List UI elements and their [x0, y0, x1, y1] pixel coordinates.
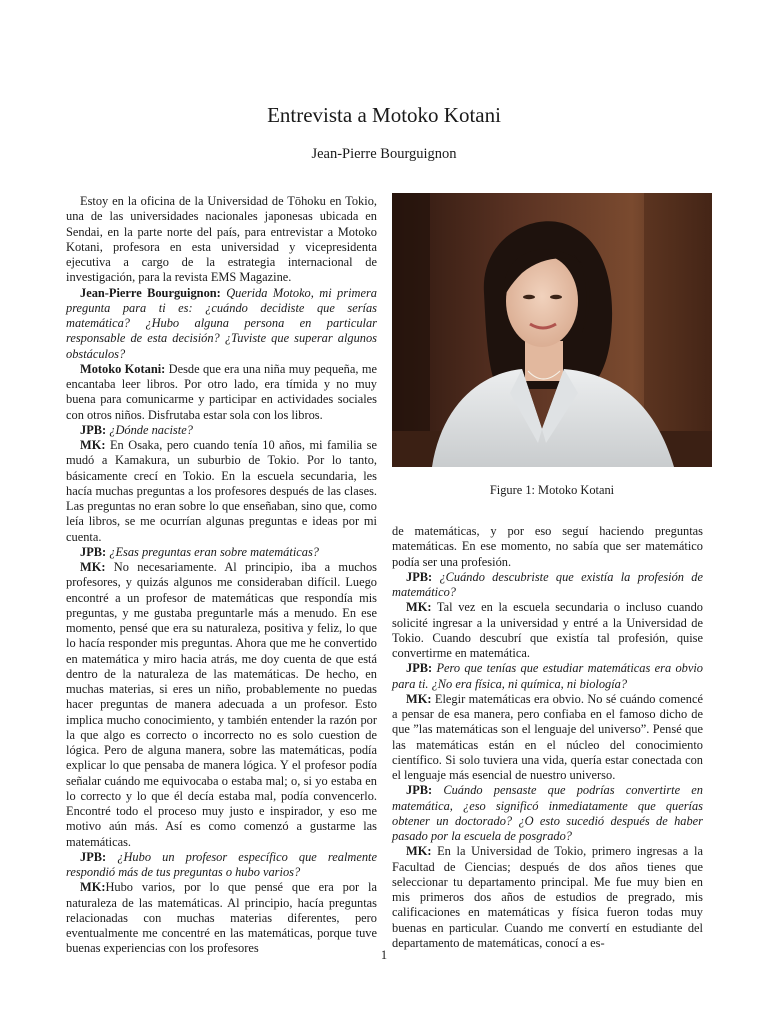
question-text: ¿Cuándo descubriste que existía la profesión de matemático?: [392, 569, 703, 599]
speaker-label: JPB:: [406, 783, 433, 798]
speaker-label: MK:: [80, 560, 106, 574]
question-text: Querida Motoko, mi primera pregunta para ti es: ¿cuándo decidiste que serías matemática? ¿Hubo alguna persona en particular responsable de esta decisión? ¿Tuviste que superar algunos obstáculos?: [66, 285, 377, 361]
speaker-label: MK:: [80, 880, 106, 895]
question-text: Cuándo pensaste que podrías convertirte en matemática, ¿eso significó inmediatamente que querías obtener un doctorado? ¿O esto sucedió después de haber pasado por la escuela de posgrado?: [392, 783, 703, 843]
paper-title: Entrevista a Motoko Kotani: [267, 103, 501, 127]
continuation-paragraph: de matemáticas, y por eso seguí haciendo preguntas matemáticas. En ese momento, no sabía que ser matemático podía ser una profesión.: [392, 524, 703, 569]
right-column: [392, 524, 703, 951]
answer-text: Hubo varios, por lo que pensé que era por la naturaleza de las matemáticas. Al principio, hacía preguntas relacionadas con muchas materias diferentes, pero eventualmente me concentré en las matemáticas, porque tuve buenas experiencias con los profesores: [66, 880, 377, 956]
question-paragraph: [392, 570, 703, 601]
figure-caption: Figure 1: Motoko Kotani: [489, 483, 615, 497]
answer-text: Desde que era una niña muy pequeña, me encantaba leer libros. Por otro lado, era tímida y no muy buena para comunicarme y participar en actividades sociales con otros niños. Disfrutaba estar sola con los libros.: [66, 361, 377, 422]
speaker-label: JPB:: [406, 661, 433, 676]
answer-text: Tal vez en la escuela secundaria o incluso cuando solicité ingresar a la universidad y entré a la Universidad de Tokio. Cuando descubrí que existía tal profesión, quise convertirme en matemática.: [392, 600, 703, 660]
speaker-label: Motoko Kotani:: [80, 361, 166, 376]
speaker-label: MK:: [406, 600, 432, 615]
speaker-label: MK:: [80, 438, 106, 452]
question-text: ¿Esas preguntas eran sobre matemáticas?: [109, 544, 319, 559]
speaker-label: MK:: [406, 691, 432, 706]
answer-paragraph: [66, 362, 377, 423]
question-paragraph: [392, 783, 703, 844]
question-text: ¿Dónde naciste?: [109, 422, 193, 437]
speaker-label: JPB:: [80, 849, 107, 864]
question-paragraph: [392, 661, 703, 692]
speaker-label: JPB:: [80, 544, 107, 559]
portrait-photo: [392, 193, 712, 467]
answer-paragraph: [392, 692, 703, 784]
question-text: Pero que tenías que estudiar matemáticas era obvio para ti. ¿No era física, ni química, ni biología?: [392, 661, 703, 691]
question-paragraph: [66, 286, 377, 362]
portrait-illustration: [392, 193, 712, 467]
answer-text: En la Universidad de Tokio, primero ingresas a la Facultad de Ciencias; después de dos años tienes que seleccionar tu departamento principal. Me fue muy bien en mis primeros dos años de estudios de pregrado, mis calificaciones en matemáticas y física fueron todas muy buenas en particular. Cuando me convertí en estudiante del departamento de matemáticas, conocí a es-: [392, 844, 703, 950]
answer-text: Elegir matemáticas era obvio. No sé cuándo comencé a pensar de esa manera, pero confiaba en el famoso dicho de que ”las matemáticas son el lenguaje del universo”. Pensé que las matemáticas están en el núcleo del conocimiento científico. Si solo tuviera una vida, quería estar conectada con el lenguaje más esencial de nuestro universo.: [392, 691, 703, 782]
answer-text: No necesariamente. Al principio, iba a muchos profesores, y quizás algunos me consideraban difícil. Luego encontré a un profesor de matemáticas que respondía mis preguntas, y me gustaba preguntarle más a menudo. En ese momento, pensé que era su naturaleza, positiva y feliz, lo que lo hacía responder mis preguntas. Ahora que me he convertido en matemática y miro hacia atrás, me doy cuenta de que está dentro de la naturaleza de las matemáticas. De hecho, en muchas materias, si eres un niño, probablemente no puedas hacer preguntas de manera adecuada a un profesor. Esto implica mucho conocimiento, y también entender la razón por la que algo es correcto o incorrecto no es solo cuestion de lógica. Pero de alguna manera, sobre las matemáticas, podía explicar lo que pensaba de manera lógica. Y el profesor podía señalar cuándo me equivocaba o estaba mal; o, si yo estaba en lo correcto y lo que él decía estaba mal, podía convencerlo. Encontré todo el proceso muy justo e inspirador, y eso me motivo aún más. Así es como comenzó a gustarme las matemáticas.: [66, 560, 377, 849]
answer-paragraph: [66, 438, 377, 545]
speaker-label: MK:: [406, 844, 432, 859]
speaker-label: JPB:: [406, 569, 433, 584]
answer-paragraph: [66, 880, 377, 956]
question-paragraph: [66, 850, 377, 881]
author-name: Jean-Pierre Bourguignon: [311, 146, 457, 162]
answer-paragraph: [392, 600, 703, 661]
page-number: 1: [380, 948, 388, 962]
question-text: ¿Hubo un profesor específico que realmente respondió más de tus preguntas o hubo varios?: [66, 849, 378, 879]
answer-paragraph: [392, 844, 703, 951]
left-column: [66, 194, 377, 957]
speaker-label: Jean-Pierre Bourguignon:: [80, 285, 221, 300]
question-paragraph: [66, 423, 377, 438]
answer-text: En Osaka, pero cuando tenía 10 años, mi familia se mudó a Kamakura, un suburbio de Tokio. Por lo tanto, básicamente crecí en Tokio. En la escuela secundaria, les hacía muchas preguntas a los profesores después de las clases. Las preguntas no eran sobre lo que enseñaban, sino que, como leía libros, se me ocurrían algunas preguntas e ideas por mi cuenta.: [66, 438, 377, 544]
speaker-label: JPB:: [80, 422, 107, 437]
question-paragraph: [66, 545, 377, 560]
intro-paragraph: Estoy en la oficina de la Universidad de Tōhoku en Tokio, una de las universidades nacionales japonesas ubicada en Sendai, en la parte norte del país, para entrevistar a Motoko Kotani, profesora en esta universidad y vicepresidenta ejecutiva a cargo de la estrategia internacional de investigación, para la revista EMS Magazine.: [66, 194, 377, 285]
answer-paragraph: [66, 560, 377, 850]
